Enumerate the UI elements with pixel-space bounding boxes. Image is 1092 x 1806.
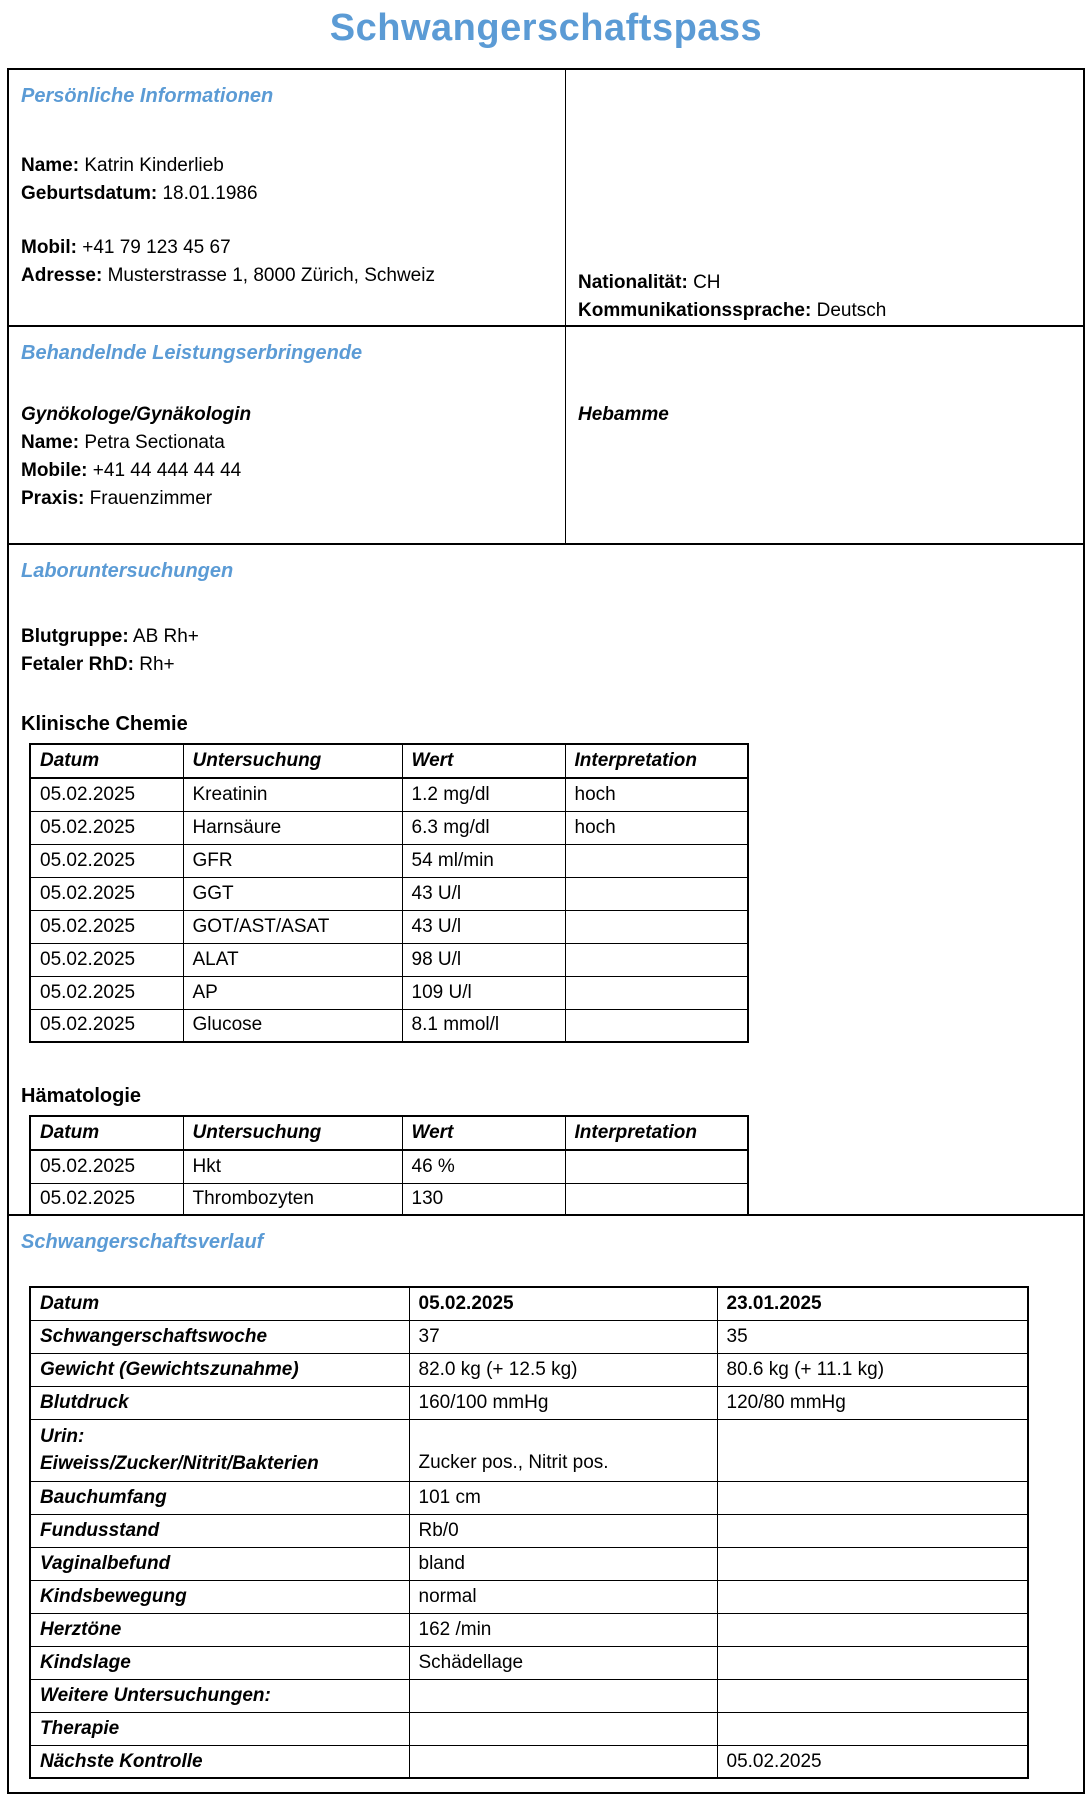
field-nationality bbox=[578, 269, 1069, 297]
field-blood-group bbox=[21, 623, 1071, 651]
cell: Hkt bbox=[183, 1150, 402, 1183]
table-row bbox=[30, 877, 748, 910]
cell: 1.2 mg/dl bbox=[402, 778, 565, 811]
field-name bbox=[21, 152, 551, 180]
field-nationality-label: Nationalität: bbox=[578, 272, 688, 293]
column-header: Datum bbox=[30, 744, 183, 778]
row-label: Bauchumfang bbox=[30, 1481, 409, 1514]
cell: 43 U/l bbox=[402, 910, 565, 943]
table-row bbox=[30, 1580, 1028, 1613]
field-address bbox=[21, 262, 551, 290]
column-header: Untersuchung bbox=[183, 744, 402, 778]
chemistry-table-title: Klinische Chemie bbox=[21, 713, 188, 735]
cell: normal bbox=[409, 1580, 717, 1613]
cell: 162 /min bbox=[409, 1613, 717, 1646]
field-gyn-name-value: Petra Sectionata bbox=[84, 432, 225, 453]
cell bbox=[565, 1150, 748, 1183]
row-label: Fundusstand bbox=[30, 1514, 409, 1547]
cell bbox=[717, 1481, 1028, 1514]
row-label: Therapie bbox=[30, 1712, 409, 1745]
cell bbox=[565, 1009, 748, 1042]
field-language-label: Kommunikationssprache: bbox=[578, 300, 812, 321]
cell: 05.02.2025 bbox=[30, 844, 183, 877]
field-fetal-rhd bbox=[21, 651, 1071, 679]
gynecologist-heading: Gynökologe/Gynäkologin bbox=[21, 404, 252, 425]
midwife-heading: Hebamme bbox=[578, 404, 669, 425]
cell bbox=[565, 910, 748, 943]
field-gyn-name bbox=[21, 429, 551, 457]
cell: 80.6 kg (+ 11.1 kg) bbox=[717, 1353, 1028, 1386]
cell: 05.02.2025 bbox=[30, 1183, 183, 1214]
course-heading: Schwangerschaftsverlauf bbox=[21, 1231, 264, 1253]
cell: 82.0 kg (+ 12.5 kg) bbox=[409, 1353, 717, 1386]
row-label: Datum bbox=[30, 1287, 409, 1320]
hematology-table bbox=[29, 1115, 749, 1214]
cell bbox=[565, 877, 748, 910]
table-row bbox=[30, 910, 748, 943]
cell: 130 bbox=[402, 1183, 565, 1214]
table-row bbox=[30, 1009, 748, 1042]
section-providers bbox=[9, 325, 1083, 543]
cell: 05.02.2025 bbox=[30, 943, 183, 976]
field-nationality-value: CH bbox=[693, 272, 721, 293]
row-label bbox=[30, 1419, 409, 1481]
cell: GFR bbox=[183, 844, 402, 877]
cell bbox=[409, 1712, 717, 1745]
row-label: Kindslage bbox=[30, 1646, 409, 1679]
field-blood-group-label: Blutgruppe: bbox=[21, 626, 129, 647]
field-gyn-practice-label: Praxis: bbox=[21, 488, 85, 509]
table-row bbox=[30, 1481, 1028, 1514]
cell bbox=[409, 1745, 717, 1778]
field-blood-group-value: AB Rh+ bbox=[132, 626, 199, 647]
cell: Schädellage bbox=[409, 1646, 717, 1679]
column-header: Untersuchung bbox=[183, 1116, 402, 1150]
cell: 98 U/l bbox=[402, 943, 565, 976]
field-gyn-mobile bbox=[21, 457, 551, 485]
chemistry-table bbox=[29, 743, 749, 1043]
page-title: Schwangerschaftspass bbox=[329, 7, 763, 49]
row-label: Weitere Untersuchungen: bbox=[30, 1679, 409, 1712]
field-gyn-practice-value: Frauenzimmer bbox=[89, 488, 213, 509]
cell: 05.02.2025 bbox=[30, 976, 183, 1009]
row-label-line2: Eiweiss/Zucker/Nitrit/Bakterien bbox=[40, 1453, 319, 1474]
cell bbox=[717, 1646, 1028, 1679]
cell: GGT bbox=[183, 877, 402, 910]
cell bbox=[565, 943, 748, 976]
providers-left-column bbox=[9, 327, 566, 543]
section-course bbox=[9, 1214, 1083, 1792]
cell: 109 U/l bbox=[402, 976, 565, 1009]
cell: 05.02.2025 bbox=[409, 1287, 717, 1320]
cell: 05.02.2025 bbox=[717, 1745, 1028, 1778]
table-row bbox=[30, 1386, 1028, 1419]
cell: 05.02.2025 bbox=[30, 811, 183, 844]
row-label: Blutdruck bbox=[30, 1386, 409, 1419]
field-language bbox=[578, 297, 1069, 325]
table-header-row bbox=[30, 1116, 748, 1150]
field-mobile-value: +41 79 123 45 67 bbox=[82, 237, 231, 258]
table-row bbox=[30, 976, 748, 1009]
table-row bbox=[30, 1353, 1028, 1386]
cell: hoch bbox=[565, 811, 748, 844]
field-birthdate-label: Geburtsdatum: bbox=[21, 183, 158, 204]
document-frame bbox=[7, 68, 1085, 1794]
cell: 120/80 mmHg bbox=[717, 1386, 1028, 1419]
row-label: Herztöne bbox=[30, 1613, 409, 1646]
field-mobile bbox=[21, 234, 551, 262]
cell bbox=[717, 1514, 1028, 1547]
field-gyn-mobile-label: Mobile: bbox=[21, 460, 88, 481]
providers-heading: Behandelnde Leistungserbringende bbox=[21, 342, 363, 364]
cell: 37 bbox=[409, 1320, 717, 1353]
cell: 46 % bbox=[402, 1150, 565, 1183]
table-row bbox=[30, 1514, 1028, 1547]
cell bbox=[409, 1679, 717, 1712]
table-row bbox=[30, 1646, 1028, 1679]
cell bbox=[717, 1580, 1028, 1613]
field-fetal-rhd-value: Rh+ bbox=[139, 654, 175, 675]
row-label: Nächste Kontrolle bbox=[30, 1745, 409, 1778]
cell: 43 U/l bbox=[402, 877, 565, 910]
personal-info-right-column bbox=[566, 70, 1083, 325]
lab-heading: Laboruntersuchungen bbox=[21, 560, 234, 582]
cell: 160/100 mmHg bbox=[409, 1386, 717, 1419]
section-lab bbox=[9, 543, 1083, 1214]
field-address-label: Adresse: bbox=[21, 265, 103, 286]
cell bbox=[565, 1183, 748, 1214]
cell: bland bbox=[409, 1547, 717, 1580]
cell: AP bbox=[183, 976, 402, 1009]
personal-info-left-column bbox=[9, 70, 566, 325]
row-label: Gewicht (Gewichtszunahme) bbox=[30, 1353, 409, 1386]
field-gyn-name-label: Name: bbox=[21, 432, 80, 453]
table-header-row bbox=[30, 744, 748, 778]
table-row bbox=[30, 778, 748, 811]
table-row bbox=[30, 943, 748, 976]
column-header: Interpretation bbox=[565, 1116, 748, 1150]
cell bbox=[717, 1679, 1028, 1712]
column-header: Interpretation bbox=[565, 744, 748, 778]
table-row bbox=[30, 1745, 1028, 1778]
field-address-value: Musterstrasse 1, 8000 Zürich, Schweiz bbox=[107, 265, 435, 286]
field-gyn-mobile-value: +41 44 444 44 44 bbox=[92, 460, 242, 481]
cell: 05.02.2025 bbox=[30, 910, 183, 943]
cell: Harnsäure bbox=[183, 811, 402, 844]
field-name-label: Name: bbox=[21, 155, 80, 176]
cell: 05.02.2025 bbox=[30, 877, 183, 910]
column-header: Wert bbox=[402, 744, 565, 778]
column-header: Wert bbox=[402, 1116, 565, 1150]
cell: ALAT bbox=[183, 943, 402, 976]
field-birthdate-value: 18.01.1986 bbox=[162, 183, 258, 204]
row-label: Schwangerschaftswoche bbox=[30, 1320, 409, 1353]
table-row bbox=[30, 1419, 1028, 1481]
table-row bbox=[30, 1547, 1028, 1580]
course-table bbox=[29, 1286, 1029, 1779]
table-row bbox=[30, 844, 748, 877]
field-language-value: Deutsch bbox=[816, 300, 887, 321]
row-label: Vaginalbefund bbox=[30, 1547, 409, 1580]
row-label-line1: Urin: bbox=[40, 1426, 85, 1447]
cell: 05.02.2025 bbox=[30, 778, 183, 811]
cell: 54 ml/min bbox=[402, 844, 565, 877]
table-row bbox=[30, 1150, 748, 1183]
providers-right-column bbox=[566, 327, 1083, 543]
cell bbox=[565, 976, 748, 1009]
cell: 101 cm bbox=[409, 1481, 717, 1514]
table-row bbox=[30, 1183, 748, 1214]
cell bbox=[717, 1419, 1028, 1481]
table-row bbox=[30, 811, 748, 844]
cell: Glucose bbox=[183, 1009, 402, 1042]
table-row bbox=[30, 1679, 1028, 1712]
field-mobile-label: Mobil: bbox=[21, 237, 77, 258]
field-birthdate bbox=[21, 180, 551, 208]
column-header: Datum bbox=[30, 1116, 183, 1150]
cell: hoch bbox=[565, 778, 748, 811]
section-personal-info bbox=[9, 70, 1083, 325]
cell: 35 bbox=[717, 1320, 1028, 1353]
cell: Thrombozyten bbox=[183, 1183, 402, 1214]
cell: 05.02.2025 bbox=[30, 1150, 183, 1183]
field-gyn-practice bbox=[21, 485, 551, 513]
table-header-row bbox=[30, 1287, 1028, 1320]
cell: Rb/0 bbox=[409, 1514, 717, 1547]
cell: Kreatinin bbox=[183, 778, 402, 811]
cell: GOT/AST/ASAT bbox=[183, 910, 402, 943]
table-row bbox=[30, 1320, 1028, 1353]
table-row bbox=[30, 1712, 1028, 1745]
hematology-table-title: Hämatologie bbox=[21, 1085, 142, 1107]
cell bbox=[717, 1613, 1028, 1646]
field-fetal-rhd-label: Fetaler RhD: bbox=[21, 654, 134, 675]
field-name-value: Katrin Kinderlieb bbox=[84, 155, 224, 176]
cell: Zucker pos., Nitrit pos. bbox=[409, 1419, 717, 1481]
cell: 23.01.2025 bbox=[717, 1287, 1028, 1320]
cell bbox=[565, 844, 748, 877]
cell: 6.3 mg/dl bbox=[402, 811, 565, 844]
cell: 8.1 mmol/l bbox=[402, 1009, 565, 1042]
row-label: Kindsbewegung bbox=[30, 1580, 409, 1613]
table-row bbox=[30, 1613, 1028, 1646]
cell bbox=[717, 1547, 1028, 1580]
cell bbox=[717, 1712, 1028, 1745]
cell: 05.02.2025 bbox=[30, 1009, 183, 1042]
personal-info-heading: Persönliche Informationen bbox=[21, 85, 274, 107]
